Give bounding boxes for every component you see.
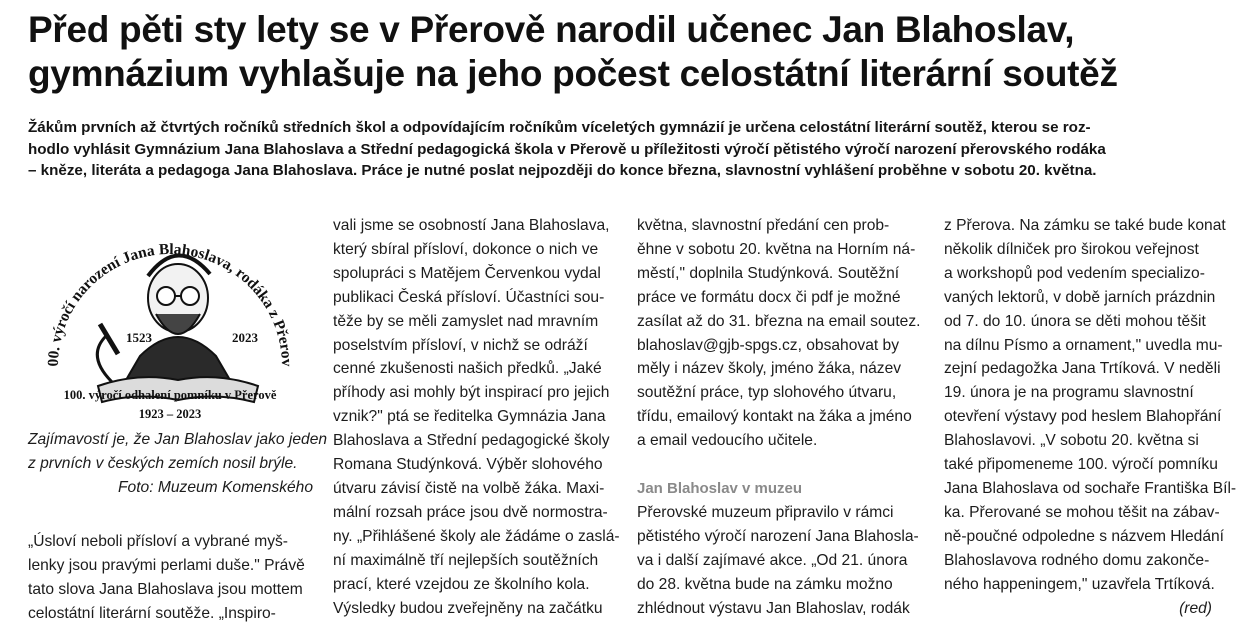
body-line: lenky jsou pravými perlami duše." Právě	[28, 556, 305, 574]
lead-line: Žákům prvních až čtvrtých ročníků středních škol a odpovídajícím ročníkům víceletých gymnázií je určena celostátní literární soutěž, kterou se roz-	[28, 119, 1091, 136]
body-line: Blahoslava a Střední pedagogické školy	[333, 432, 610, 450]
body-line: Přerovské muzeum připravilo v rámci	[637, 503, 894, 521]
headline-line: Před pěti sty lety se v Přerově narodil učenec Jan Blahoslav,	[28, 9, 1075, 50]
body-line: Blahoslavova rodného domu zakonče-	[944, 551, 1210, 569]
body-line: 19. února je na programu slavnostní	[944, 384, 1194, 402]
photo-caption	[28, 428, 328, 500]
emblem-arc-text: 00. výročí narození Jana Blahoslava, rodáka z Přerov	[44, 240, 296, 367]
body-line: ka. Přerované se mohou těšit na zábav-	[944, 503, 1220, 521]
body-line: otevření výstavy pod heslem Blahopřání	[944, 408, 1222, 426]
body-line: vali jsme se osobností Jana Blahoslava,	[333, 217, 610, 234]
body-line: května, slavnostní předání cen prob-	[637, 217, 890, 234]
body-line: a email vedoucího učitele.	[637, 432, 818, 450]
column-3	[637, 214, 919, 621]
body-line: ěhne v sobotu 20. května na Horním ná-	[637, 240, 916, 258]
body-line: Výsledky budou zveřejněny na začátku	[333, 599, 603, 617]
column-1	[28, 530, 308, 626]
body-line: těže by se měli zamyslet nad mravním	[333, 312, 599, 330]
body-line: tato slova Jana Blahoslava jsou mottem	[28, 580, 303, 598]
headline-line: gymnázium vyhlašuje na jeho počest celostátní literární soutěž	[28, 53, 1118, 94]
author-signoff: (red)	[1179, 599, 1212, 617]
headline	[28, 8, 1228, 96]
body-line: příhody asi mohly být inspirací pro jejich	[333, 384, 610, 402]
body-line: útvaru závisí čistě na volbě žáka. Maxi-	[333, 479, 605, 497]
body-line: ny. „Přihlášené školy ale žádáme o zaslá-	[333, 527, 620, 545]
caption-line: Zajímavostí je, že Jan Blahoslav jako jeden	[28, 431, 328, 448]
body-line: na dílnu Písmo a ornament," uvedla mu-	[944, 336, 1223, 354]
body-line: zejní pedagožka Jana Trtíková. V neděli	[944, 360, 1221, 378]
body-line: do 28. května bude na zámku možno	[637, 575, 893, 593]
body-line: městí," doplnila Studýnková. Soutěžní	[637, 264, 900, 282]
body-line: Romana Studýnková. Výběr slohového	[333, 456, 603, 474]
caption-line: z prvních v českých zemích nosil brýle.	[28, 454, 298, 472]
body-line: blahoslav@gjb-spgs.cz, obsahovat by	[637, 336, 900, 354]
emblem-bottom-line1: 100. výročí odhalení pomníku v Přerově	[63, 388, 277, 402]
commemorative-emblem	[28, 206, 308, 424]
body-line: spolupráci s Matějem Červenkou vydal	[333, 264, 601, 282]
body-line: zasílat až do 31. března na email soutez.	[637, 312, 921, 330]
body-line: mální rozsah práce jsou dvě normostra-	[333, 503, 608, 521]
emblem-year-right: 2023	[232, 330, 258, 345]
section-subhead: Jan Blahoslav v muzeu	[637, 480, 803, 498]
body-line: vznik?" ptá se ředitelka Gymnázia Jana	[333, 408, 606, 426]
body-line: který sbíral přísloví, dokonce o nich ve	[333, 240, 599, 258]
body-line: od 7. do 10. února se děti mohou těšit	[944, 312, 1206, 330]
lead-line: hodlo vyhlásit Gymnázium Jana Blahoslava a Střední pedagogická škola v Přerově u příležitosti výročí pětistého výročí narození přerovského rodáka	[28, 140, 1106, 158]
body-line: poselstvím přísloví, v nichž se odráží	[333, 336, 588, 354]
body-line: vaných lektorů, v době jarních prázdnin	[944, 288, 1216, 306]
column-2	[333, 214, 620, 620]
body-line: ně-poučné odpoledne s názvem Hledání	[944, 527, 1225, 545]
photo-credit: Foto: Muzeum Komenského	[118, 478, 314, 496]
body-line: soutěžní práce, typ slohového útvaru,	[637, 384, 897, 402]
body-line: ní maximálně tří nejlepších soutěžních	[333, 551, 599, 569]
emblem-bottom-line2: 1923 – 2023	[138, 407, 202, 421]
body-line: zhlédnout výstavu Jan Blahoslav, rodák	[637, 599, 910, 617]
body-line: pětistého výročí narození Jana Blahosla-	[637, 527, 919, 545]
column-4	[944, 214, 1237, 620]
body-line: několik dílniček pro širokou veřejnost	[944, 240, 1199, 258]
body-line: celostátní literární soutěže. „Inspiro-	[28, 604, 276, 622]
body-line: Jana Blahoslava od sochaře Františka Bíl-	[944, 479, 1237, 497]
body-line: z Přerova. Na zámku se také bude konat	[944, 217, 1226, 234]
body-line: Blahoslavovi. „V sobotu 20. května si	[944, 432, 1199, 450]
body-line: měly i název školy, jméno žáka, název	[637, 360, 902, 378]
body-line: „Úsloví neboli přísloví a vybrané myš-	[28, 533, 288, 550]
body-line: a workshopů pod vedením specializo-	[944, 264, 1205, 282]
lead-line: – kněze, literáta a pedagoga Jana Blahoslava. Práce je nutné poslat nejpozději do konce března, slavnostní vyhlášení proběhne v sobotu 20. května.	[28, 162, 1097, 180]
body-line: publikaci Česká přísloví. Účastníci sou-	[333, 288, 605, 306]
body-line: prací, které vzejdou ze školního kola.	[333, 575, 590, 593]
lead-paragraph	[28, 117, 1220, 182]
body-line: ného happeningem," uzavřela Trtíková.	[944, 575, 1215, 593]
emblem-graphic	[28, 206, 308, 424]
body-line: také připomeneme 100. výročí pomníku	[944, 456, 1218, 474]
body-line: třídu, emailový kontakt na žáka a jméno	[637, 408, 912, 426]
body-line: va i další zajímavé akce. „Od 21. února	[637, 551, 908, 569]
body-line: cenné zkušenosti našich předků. „Jaké	[333, 360, 602, 378]
emblem-year-left: 1523	[126, 330, 152, 345]
body-line: práce ve formátu docx či pdf je možné	[637, 288, 901, 306]
